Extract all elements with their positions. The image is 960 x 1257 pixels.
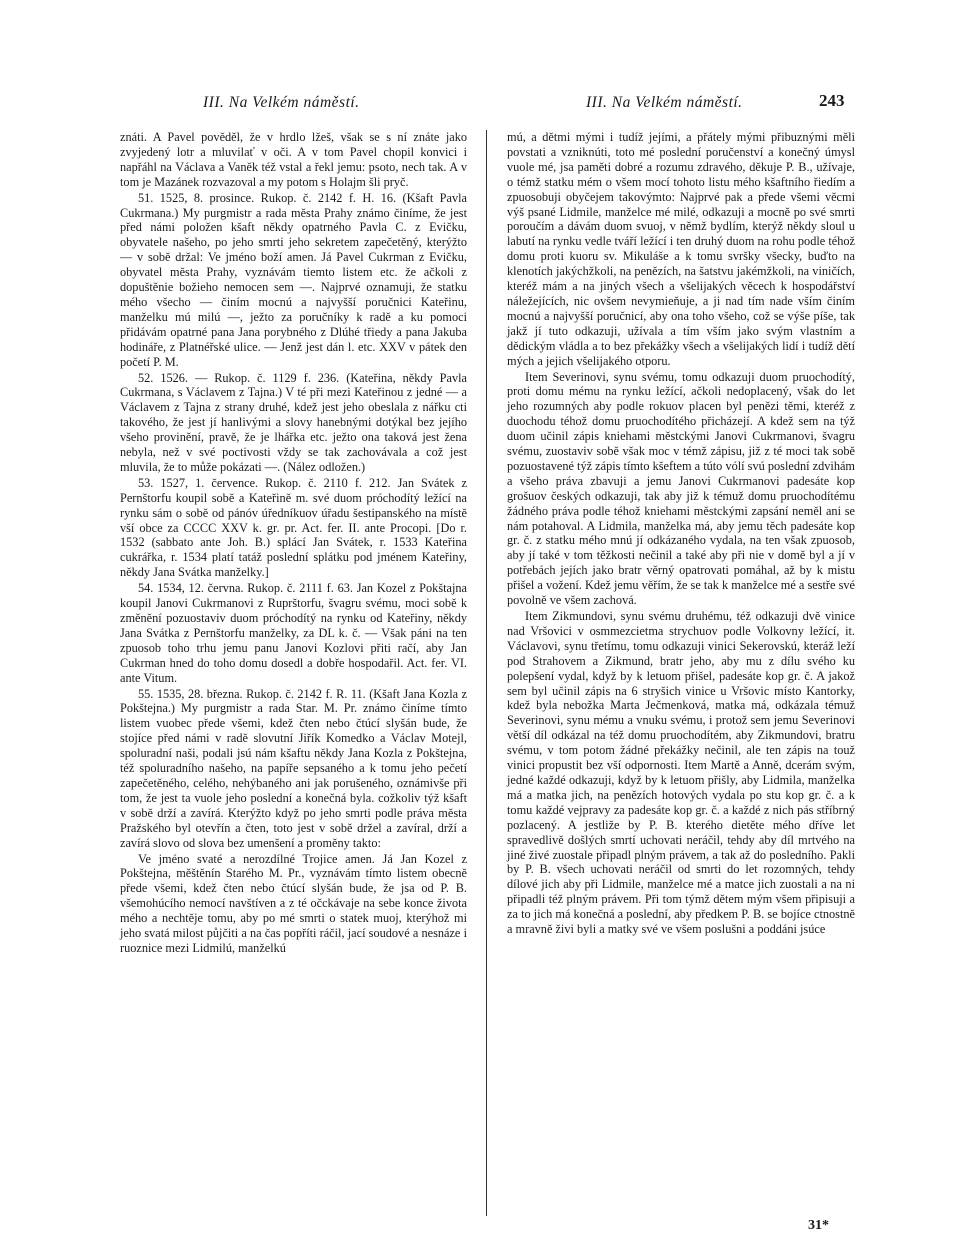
paragraph: znáti. A Pavel pověděl, že v hrdlo lžeš, však se s ní znáte jako zvyjedený lotr a mluvilať v oči. A v tom Pavel chopil konvici i napřáhl na Václava a Vaněk též vstal a řekl jemu: psoto, nech tak. A v tom je Mazánek rozvazoval a my potom s Holajm šli pryč. [120, 130, 467, 189]
paragraph: mú, a dětmi mými i tudíž jejími, a přátely mými přibuznými měli povstati a vzniknúti, toto mé poslední poručenství a konečný úmysl vuole mé, jsa paměti dobré a rozumu zdravého, děkuje P. B., užívaje, o témž statku mém o všem mocí tohoto listu mého kšaftního řiedím a zpuosobuji obyčejem takovýmto: Najprvé pak a přede všemi věcmi výš psané Lidmile, manželce mé milé, odkazuji a mocně po své smrti poroučím a dávám duom svuoj, v němž bydlím, kterýž někdy sloul u labutí na rynku vedle tváří ležící i ten druhý duom na rohu podle téhož domu proti kuoru sv. Mikuláše a k tomu svršky všecky, buďto na klenotích jakýchžkoli, na penězích, na šatstvu jakémžkoli, na viničích, kteréž mám a na jiných všech a všelijakých věcech k hospodářství náležejících, nic ovšem nevymieňuje, a ji nad tím nade vším činím mocnú a najvyšší poručnicí, aby ona toho všeho, což se výše píše, tak jakž jí tuto odkazuji, užívala a tím vším jako svým vlastním a dědickým vládla a to bez překážky všech a všelijakých lidí i tudíž dětí mých a jejich všelijakého otporu. [507, 130, 855, 368]
paragraph: 54. 1534, 12. června. Rukop. č. 2111 f. 63. Jan Kozel z Pokštajna koupil Janovi Cukrmanovi z Ruprštorfu, švagru svému, moci sobě k změnění pozuostaviv duom próchodítý na rynku od Kateřiny, někdy Jana Svátka z Pernštorfu manželky, za DL k. č. — Však páni na ten zpuosob toho trhu jemu panu Janovi Kozlovi přiti račí, aby Jan Cukrman hned do toho domu dosedl a dobře hospodařil. Act. fer. VI. ante Vitum. [120, 581, 467, 685]
paragraph: 53. 1527, 1. července. Rukop. č. 2110 f. 212. Jan Svátek z Pernštorfu koupil sobě a Kateřině m. své duom próchodítý ležící na rynku sám o sobě od pánóv úředníkuov úřadu šestipanského na místě vší obce za CCCC XXV k. gr. pr. Act. fer. II. ante Procopi. [Do r. 1532 (sabbato ante Joh. B.) splácí Jan Svátek, r. 1533 Kateřina cukrářka, r. 1534 platí tatáž poslední splátku pod jménem Kateřiny, někdy Jana Svátka manželky.] [120, 475, 467, 580]
paragraph: 52. 1526. — Rukop. č. 1129 f. 236. (Kateřina, někdy Pavla Cukrmana, s Václavem z Tajna.) V té při mezi Kateřinou z jedné — a Václavem z Tajna z strany druhé, kdež jest jeho obeslala z nářku cti takového, že jest jí hanlivými a slovy hanebnými dotýkal bez jejího všeho provinění, pravě, že je lhářka etc. ježto ona taková jest žena nebyla, než v své poctivosti vždy se tak zachovávala a což jest mluvila, že to může pokázati —. (Nález odložen.) [120, 370, 467, 474]
running-header-right: III. Na Velkém náměstí. [586, 94, 743, 111]
running-header-left: III. Na Velkém náměstí. [203, 94, 360, 111]
right-column [507, 130, 855, 938]
column-divider [486, 130, 487, 1216]
left-column [120, 130, 467, 957]
paragraph: Item Severinovi, synu svému, tomu odkazuji duom pruochodítý, proti domu mému na rynku ležící, ačkoli nedoplacený, však do let jeho rozumných aby podle rokuov placen byl penězi těmi, kteréž z duochodu téhož domu pruochodítého přicházejí. A kdež sem na týž duom učinil zápis kniehami městckými Janovi Cukrmanovi, švagru svému, zuostaviv sobě však moc v témž zápisu, již z té moci tak sobě pozuostavené týž zápis tímto kšeftem a túto vólí svú poslední zdvihám a všeho práva zbavuji a jemu Janovi Cukrmanovi padesáte kop grošuov českých odkazuji, tak aby již k témuž domu pruochodítému žádného práva podle téhož kniehami městckými zapsání neměl ani se nám potahoval. A Lidmila, manželka má, aby jemu těch padesáte kop gr. č. z statku mého mnú jí odkázaného vydala, na ten však zpuosob, aby jí také v tom těžkosti nečinil a také aby při nie v domě byl a jí v potřebách jejích jako bratr věrný opatrovati pomáhal, až by k mistu přišel a vožení. Kdež jemu věřím, že se tak k manželce mé a sestře své povolně ve všem zachová. [507, 369, 855, 608]
page-number: 243 [819, 91, 845, 110]
paragraph: Ve jméno svaté a nerozdílné Trojice amen. Já Jan Kozel z Pokštejna, měštěnín Starého M. Pr., vyznávám tímto listem obecně přede všemi, kdež čten nebo čtúcí slyšán bude, že jsa od P. B. všemohúcího nemocí navštíven a z té očckávaje na sebe konce života mého a nechtěje tomu, aby po mé smrti o statek muoj, kterýhož mi jeho svatá milost půjčiti a na čas popříti ráčil, jací soudové a nesnáze i ruoznice mezi Lidmilú, manželkú [120, 851, 467, 955]
paragraph: Item Zikmundovi, synu svému druhému, též odkazuji dvě vinice nad Vršovici v osmmezcietma strychuov podle Volkovny ležící, it. Václavovi, synu třetímu, tomu odkazuji vinici Sekerovskú, kteráž leží pod Strahovem a Zikmund, bratr jeho, aby mu z dílu svého ku polepšení vydal, když by k letuom přišel, padesáte kop gr. č. A jakož sem byl učinil zápis na 6 stryšich vinice u Vršovic místo Kantorky, kdež byla nebožka Marta Ječmenková, matka má, odkázala témuž Severinovi, synu mému a vnuku svému, i protož sem jemu Severinovi větší díl odkázal na též domu pruochodítém, aby Zikmundovi, bratru svému, v tom potom žádné překážky nečinil, ale ten zápis na touž vinici propustit bez vší odpornosti. Item Martě a Anně, dcerám svým, jedné každé odkazuji, když by k letuom přišly, aby Lidmila, manželka má a matka jich, na penězích hotových vydala po stu kop gr. č. a k tomu každé vejpravy za padesáte kop gr. č. a každé z nich pás stříbrný pozlacený. A jestliže by P. B. kterého dietěte mého dříve let spravedlivě došlých smrtí uchovati neráčil, tehdy aby díl mrtvého na jiné živé zuostale připadl plným právem, a tak až do posledního. Pakli by P. B. všech uchovati neráčil od smrti do let rozomných, tehdy dílové jich aby při Lidmile, manželce mé a matce jich zuostali a na ni připadli též plným právem. Při tom týmž dětem mým všem připisuji a za to jich má konečná a poslední, aby předkem P. B. se bojíce ctnostně a mravně živi byli a matky své ve všem poslušni a poddáni jsúce [507, 609, 855, 937]
paragraph: 55. 1535, 28. března. Rukop. č. 2142 f. R. 11. (Kšaft Jana Kozla z Pokštejna.) My purgmistr a rada Star. M. Pr. známo činíme tímto listem vuobec přede všemi, kdež čten nebo čtúcí slyšán bude, že stojíce před námi v radě slovutní Jiřík Komedko a Václav Motejl, spoluradní naši, podali jsú nám kšaftu někdy Jana Kozla z Pokštejna, též spoluradního našeho, na papíře sepsaného a k tomu jeho pečetí zapečetěného, celého, nehýbaného ani jak porušeného, oznámivše při tom, že jest ta vuole jeho poslední a konečná byla. cožkoliv týž kšaft v sobě drží a zavírá. Kterýžto když po jeho smrti podle práva města Pražského byl otevřín a čten, toto jest v sobě držel a zavíral, drží a zavírá slovo od slova bez umenšení a proměny takto: [120, 686, 467, 850]
paragraph: 51. 1525, 8. prosince. Rukop. č. 2142 f. H. 16. (Kšaft Pavla Cukrmana.) My purgmistr a rada města Prahy známo činíme, že jest před námi položen kšaft někdy opatrného Pavla C. z Evičku, obyvatele našeho, po jeho smrti jeho sekretem zapečetěný, kterýžto — v sobě držal: Ve jméno boží amen. Já Pavel Cukrman z Evičku, obyvatel města Prahy, vyznávám tiemto listem etc. že ačkoli z dopuštěnie božieho nemocen sem —. Najprvé oznamuji, že statku mého všecho — činím mocnú a najvyšší poručnici Kateřinu, manželku mú milú —, ježto za poručníky k radě a ku pomoci přidávám opatrné pana Jana porybného z Dlúhé třiedy a pana Jakuba hodináře, z Platnéřské ulice. — Jenž jest dán l. etc. XXV v pátek den početí P. M. [120, 190, 467, 369]
signature-mark: 31* [808, 1218, 829, 1233]
